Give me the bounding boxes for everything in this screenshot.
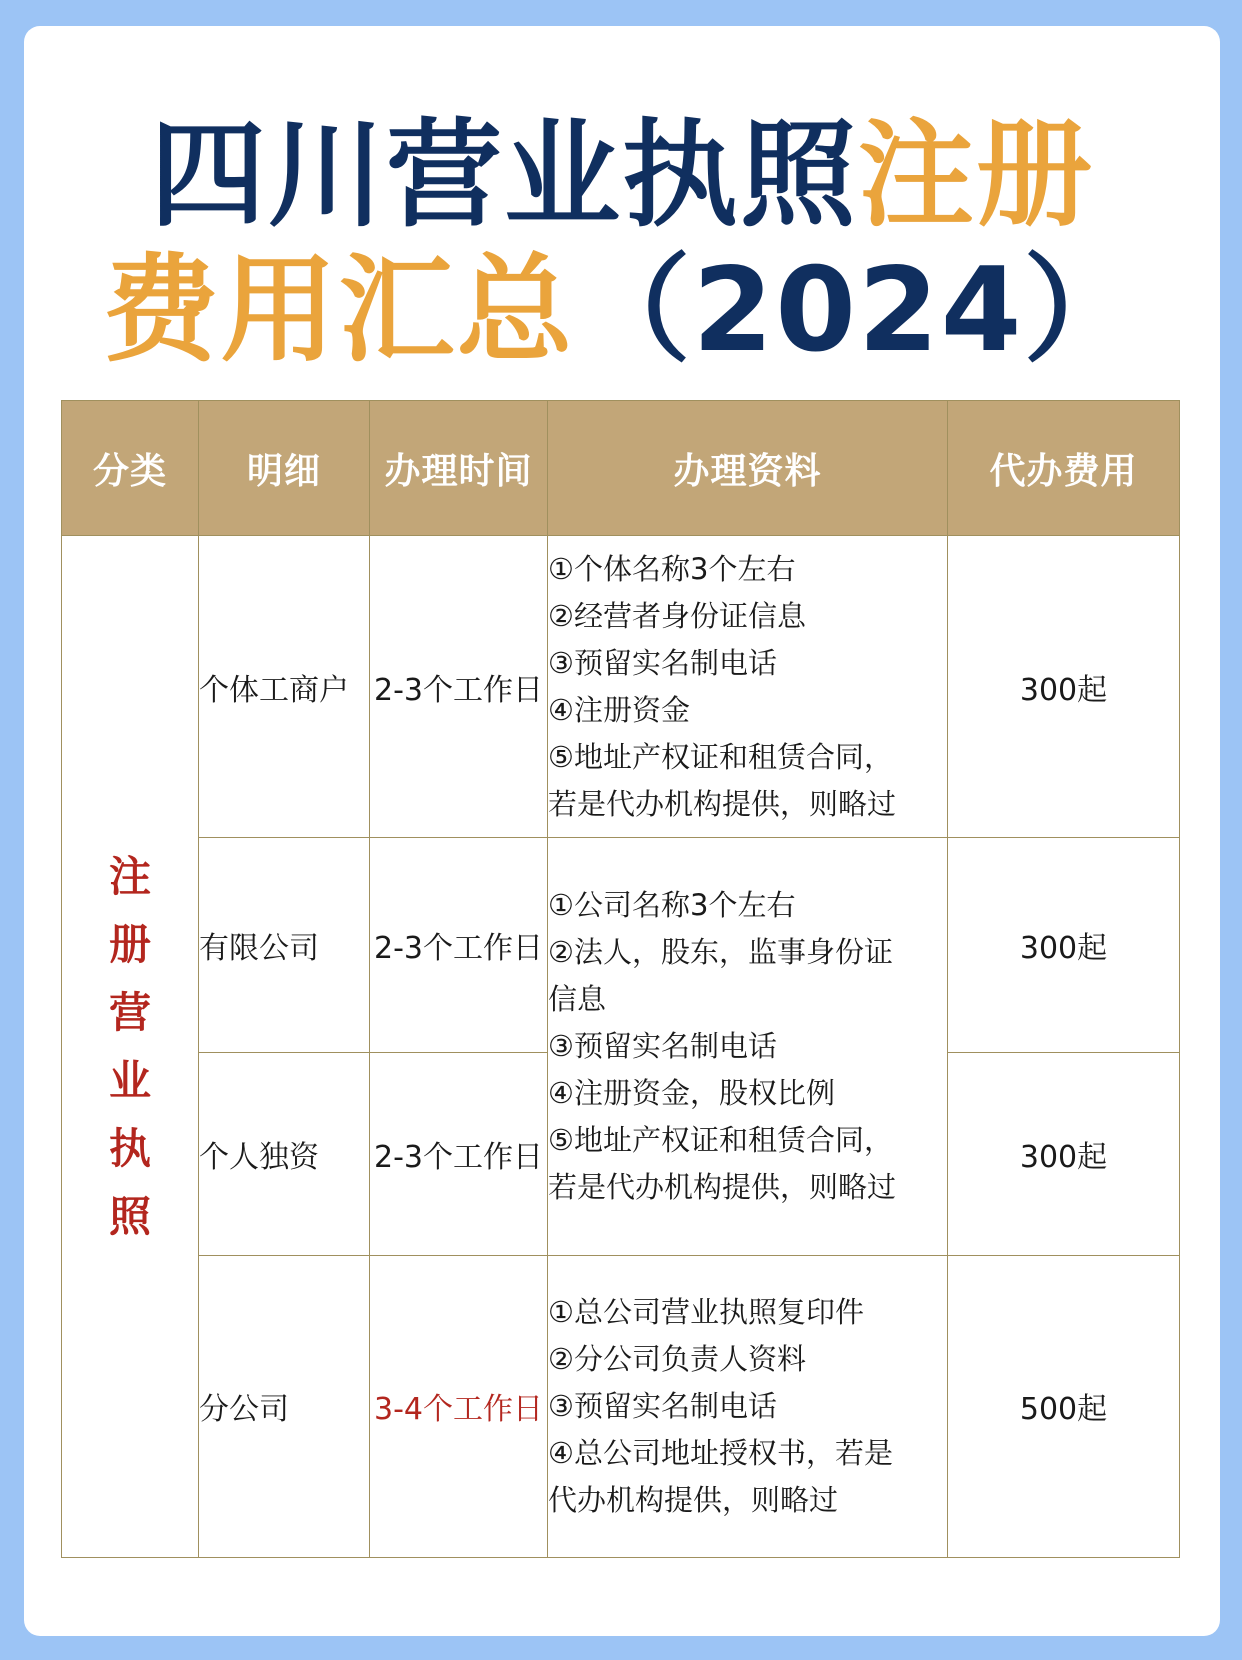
- materials-cell: [548, 1255, 948, 1557]
- table-row: [62, 838, 1180, 1052]
- category-char: 业: [108, 1055, 151, 1105]
- fee-cell: 500起: [948, 1255, 1180, 1557]
- title-part-gold-2: 费用汇总: [102, 243, 575, 378]
- material-line: ①个体名称3个左右: [548, 551, 796, 586]
- time-cell: 2-3个工作日: [370, 536, 548, 838]
- material-line: 信息: [548, 981, 607, 1016]
- detail-cell: 个人独资: [199, 1052, 370, 1255]
- material-line: 代办机构提供，则略过: [548, 1482, 839, 1517]
- material-line: 若是代办机构提供，则略过: [548, 1169, 897, 1204]
- header-time: 办理时间: [370, 401, 548, 536]
- category-char: 营: [108, 987, 151, 1037]
- material-line: ①总公司营业执照复印件: [548, 1294, 864, 1329]
- content-card: [24, 26, 1220, 1636]
- material-line: ③预留实名制电话: [548, 1028, 777, 1063]
- material-line: ④注册资金: [548, 692, 690, 727]
- material-line: ④总公司地址授权书，若是: [548, 1435, 893, 1470]
- page-title-line-2: [24, 241, 1220, 381]
- time-cell: 2-3个工作日: [370, 1052, 548, 1255]
- material-line: ⑤地址产权证和租赁合同，: [548, 739, 893, 774]
- time-cell: 2-3个工作日: [370, 838, 548, 1052]
- material-line: ⑤地址产权证和租赁合同，: [548, 1122, 893, 1157]
- detail-cell: 有限公司: [199, 838, 370, 1052]
- detail-cell: 个体工商户: [199, 536, 370, 838]
- table-header-row: [62, 401, 1180, 536]
- header-detail: 明细: [199, 401, 370, 536]
- category-char: 照: [108, 1191, 151, 1241]
- category-char: 册: [108, 919, 151, 969]
- fee-cell: 300起: [948, 1052, 1180, 1255]
- table-row: [62, 536, 1180, 838]
- fee-cell: 300起: [948, 838, 1180, 1052]
- header-fee: 代办费用: [948, 401, 1180, 536]
- detail-cell: 分公司: [199, 1255, 370, 1557]
- category-char: 执: [108, 1123, 151, 1173]
- category-char: 注: [108, 851, 151, 901]
- title-part-navy-2: （2024）: [574, 243, 1142, 378]
- material-line: ③预留实名制电话: [548, 645, 777, 680]
- title-part-gold-1: 注册: [858, 108, 1094, 243]
- title-part-navy-1: 四川营业执照: [150, 108, 858, 243]
- fee-table: [61, 400, 1180, 1558]
- header-materials: 办理资料: [548, 401, 948, 536]
- material-line: ②法人，股东，监事身份证: [548, 934, 893, 969]
- materials-cell: [548, 838, 948, 1255]
- material-line: ③预留实名制电话: [548, 1388, 777, 1423]
- material-line: ②分公司负责人资料: [548, 1341, 806, 1376]
- material-line: 若是代办机构提供，则略过: [548, 786, 897, 821]
- header-category: 分类: [62, 401, 199, 536]
- material-line: ④注册资金，股权比例: [548, 1075, 835, 1110]
- category-cell: [62, 536, 199, 1558]
- material-line: ②经营者身份证信息: [548, 598, 806, 633]
- material-line: ①公司名称3个左右: [548, 887, 796, 922]
- time-cell: 3-4个工作日: [370, 1255, 548, 1557]
- table-row: [62, 1255, 1180, 1557]
- fee-cell: 300起: [948, 536, 1180, 838]
- materials-cell: [548, 536, 948, 838]
- page-title-line-1: [24, 106, 1220, 246]
